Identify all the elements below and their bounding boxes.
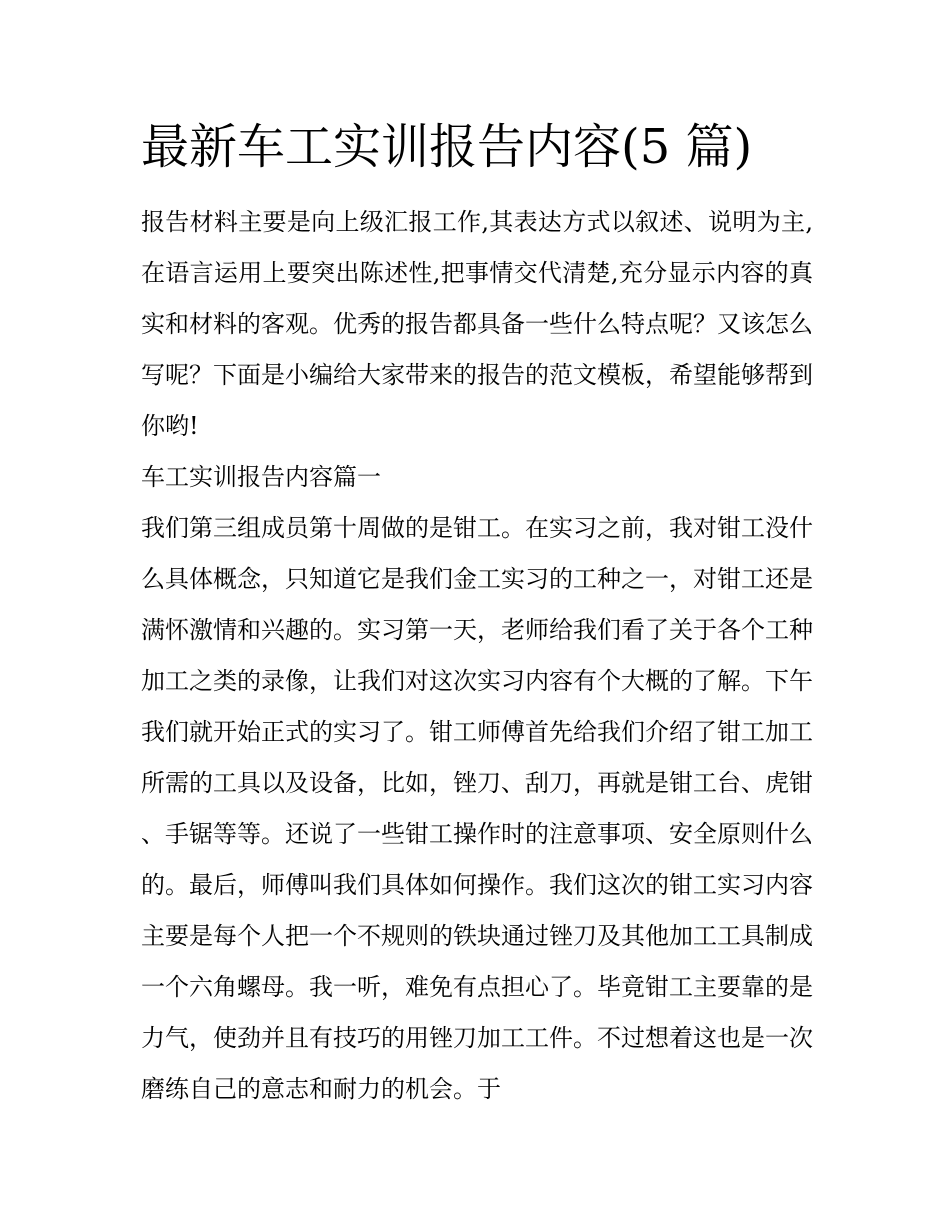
- body-paragraph: 我们第三组成员第十周做的是钳工。在实习之前，我对钳工没什么具体概念，只知道它是我们金工实习的工种之一，对钳工还是满怀激情和兴趣的。实习第一天，老师给我们看了关于各个工种加工之类的录像，让我们对这次实习内容有个大概的了解。下午我们就开始正式的实习了。钳工师傅首先给我们介绍了钳工加工所需的工具以及设备，比如，锉刀、刮刀，再就是钳工台、虎钳、手锯等等。还说了一些钳工操作时的注意事项、安全原则什么的。最后，师傅叫我们具体如何操作。我们这次的钳工实习内容主要是每个人把一个不规则的铁块通过锉刀及其他加工工具制成一个六角螺母。我一听，难免有点担心了。毕竟钳工主要靠的是力气，使劲并且有技巧的用锉刀加工工件。不过想着这也是一次磨练自己的意志和耐力的机会。于: [141, 514, 813, 1103]
- section-heading: 车工实训报告内容篇一: [141, 463, 381, 491]
- document-title: 最新车工实训报告内容(5 篇): [141, 119, 753, 175]
- document-content: [141, 197, 813, 1115]
- intro-paragraph: 报告材料主要是向上级汇报工作,其表达方式以叙述、说明为主,在语言运用上要突出陈述性,把事情交代清楚,充分显示内容的真实和材料的客观。优秀的报告都具备一些什么特点呢？又该怎么写呢？下面是小编给大家带来的报告的范文模板，希望能够帮到你哟!: [141, 208, 813, 440]
